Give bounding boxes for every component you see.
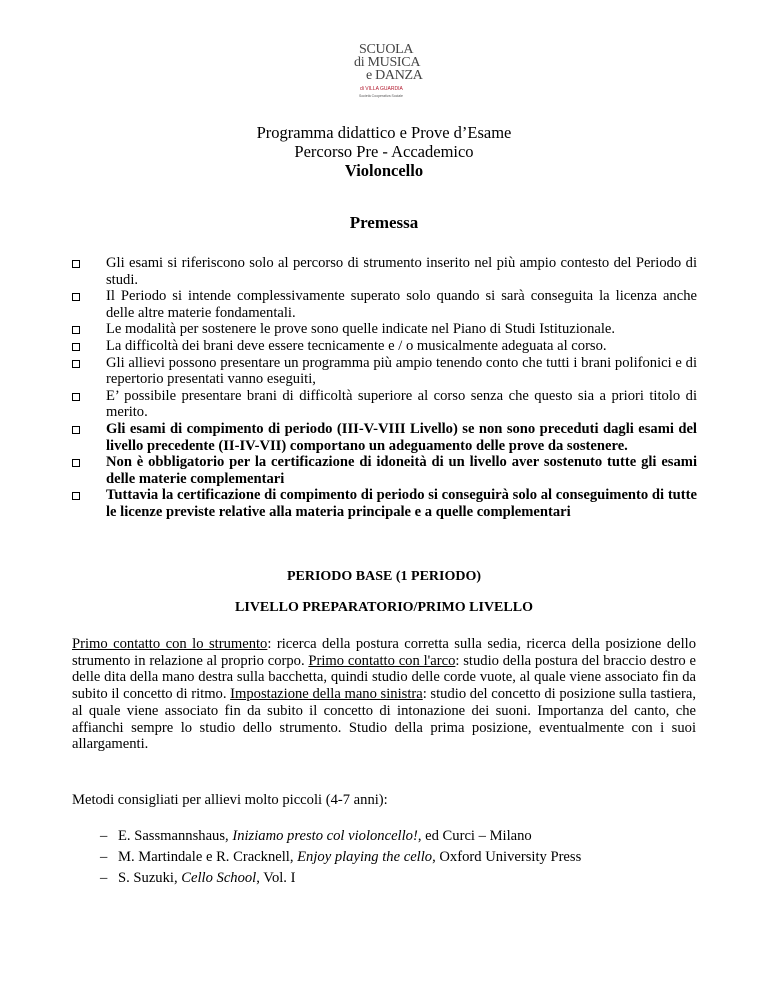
metodi-intro: Metodi consigliati per allievi molto piccoli (4-7 anni):	[72, 792, 388, 808]
doc-instrument: Violoncello	[344, 161, 424, 180]
list-item: Gli esami si riferiscono solo al percorso di strumento inserito nel più ampio contesto del Periodo di studi.	[72, 255, 697, 288]
checkbox-bullet-icon	[72, 393, 80, 401]
doc-subtitle: Percorso Pre - Accademico	[294, 142, 474, 161]
dash-bullet: –	[100, 849, 108, 866]
premessa-heading: Premessa	[349, 213, 419, 232]
livello-heading: LIVELLO PREPARATORIO/PRIMO LIVELLO	[235, 600, 533, 615]
list-item: – E. Sassmannshaus, Iniziamo presto col violoncello!, ed Curci – Milano	[100, 828, 532, 844]
logo-line-1: SCUOLA	[359, 42, 414, 57]
checkbox-bullet-icon	[72, 426, 80, 434]
checkbox-bullet-icon	[72, 260, 80, 268]
list-item: Tuttavia la certificazione di compimento di periodo si conseguirà solo al conseguimento di tutte le licenze previste relative alla materia principale e a quelle complementari	[72, 487, 697, 520]
metodi-list	[72, 828, 581, 892]
doc-title: Programma didattico e Prove d’Esame	[256, 123, 512, 142]
checkbox-bullet-icon	[72, 360, 80, 368]
school-logo	[352, 42, 423, 104]
checkbox-bullet-icon	[72, 293, 80, 301]
checkbox-bullet-icon	[72, 492, 80, 500]
logo-line-4: di VILLA GUARDIA	[360, 86, 403, 92]
list-item: Gli esami di compimento di periodo (III-V-VIII Livello) se non sono preceduti dagli esami del livello precedente (II-IV-VII) comportano un adeguamento delle prove da sostenere.	[72, 421, 697, 454]
dash-bullet: –	[100, 828, 108, 844]
list-item: E’ possibile presentare brani di difficoltà superiore al corso senza che questo sia a priori titolo di merito.	[72, 388, 697, 421]
logo-line-3: e DANZA	[366, 68, 423, 83]
list-item: Il Periodo si intende complessivamente superato solo quando si sarà conseguita la licenza anche delle altre materie fondamentali.	[72, 288, 697, 321]
logo-line-5: Società Cooperativa Sociale	[359, 94, 403, 98]
section-label: Impostazione della mano sinistra	[230, 686, 423, 703]
livello-description: Primo contatto con lo strumento: ricerca della postura corretta sulla sedia, ricerca della posizione dello strumento in relazione al proprio corpo. Primo contatto con l'arco: studio della postura del braccio destro e delle dita della mano destra sulla bacchetta, quindi studio delle corde vuote, al quale viene associato fin da subito il concetto di ritmo. Impostazione della mano sinistra: studio del concetto di posizione sulla tastiera, al quale viene associato fin da subito il concetto di intonazione dei suoni. Importanza del canto, che affianchi sempre lo studio dello strumento. Studio della prima posizione, eventualmente con i suoi allargamenti.	[72, 636, 696, 753]
list-item: – M. Martindale e R. Cracknell, Enjoy playing the cello, Oxford University Press	[100, 849, 582, 866]
checkbox-bullet-icon	[72, 326, 80, 334]
list-item: – S. Suzuki, Cello School, Vol. I	[100, 870, 296, 887]
premessa-list	[72, 255, 697, 521]
periodo-heading: PERIODO BASE (1 PERIODO)	[286, 569, 482, 584]
checkbox-bullet-icon	[72, 459, 80, 467]
section-label: Primo contatto con l'arco	[308, 652, 456, 669]
list-item: La difficoltà dei brani deve essere tecnicamente e / o musicalmente adeguata al corso.	[72, 338, 697, 355]
logo-line-2: di MUSICA	[354, 55, 421, 70]
dash-bullet: –	[100, 870, 108, 887]
list-item: Non è obbligatorio per la certificazione di idoneità di un livello aver sostenuto tutte gli esami delle materie complementari	[72, 454, 697, 487]
list-item: Gli allievi possono presentare un programma più ampio tenendo conto che tutti i brani polifonici e di repertorio presentati vanno eseguiti,	[72, 355, 697, 388]
checkbox-bullet-icon	[72, 343, 80, 351]
section-label: Primo contatto con lo strumento	[72, 636, 268, 652]
list-item: Le modalità per sostenere le prove sono quelle indicate nel Piano di Studi Istituzionale.	[72, 321, 697, 338]
